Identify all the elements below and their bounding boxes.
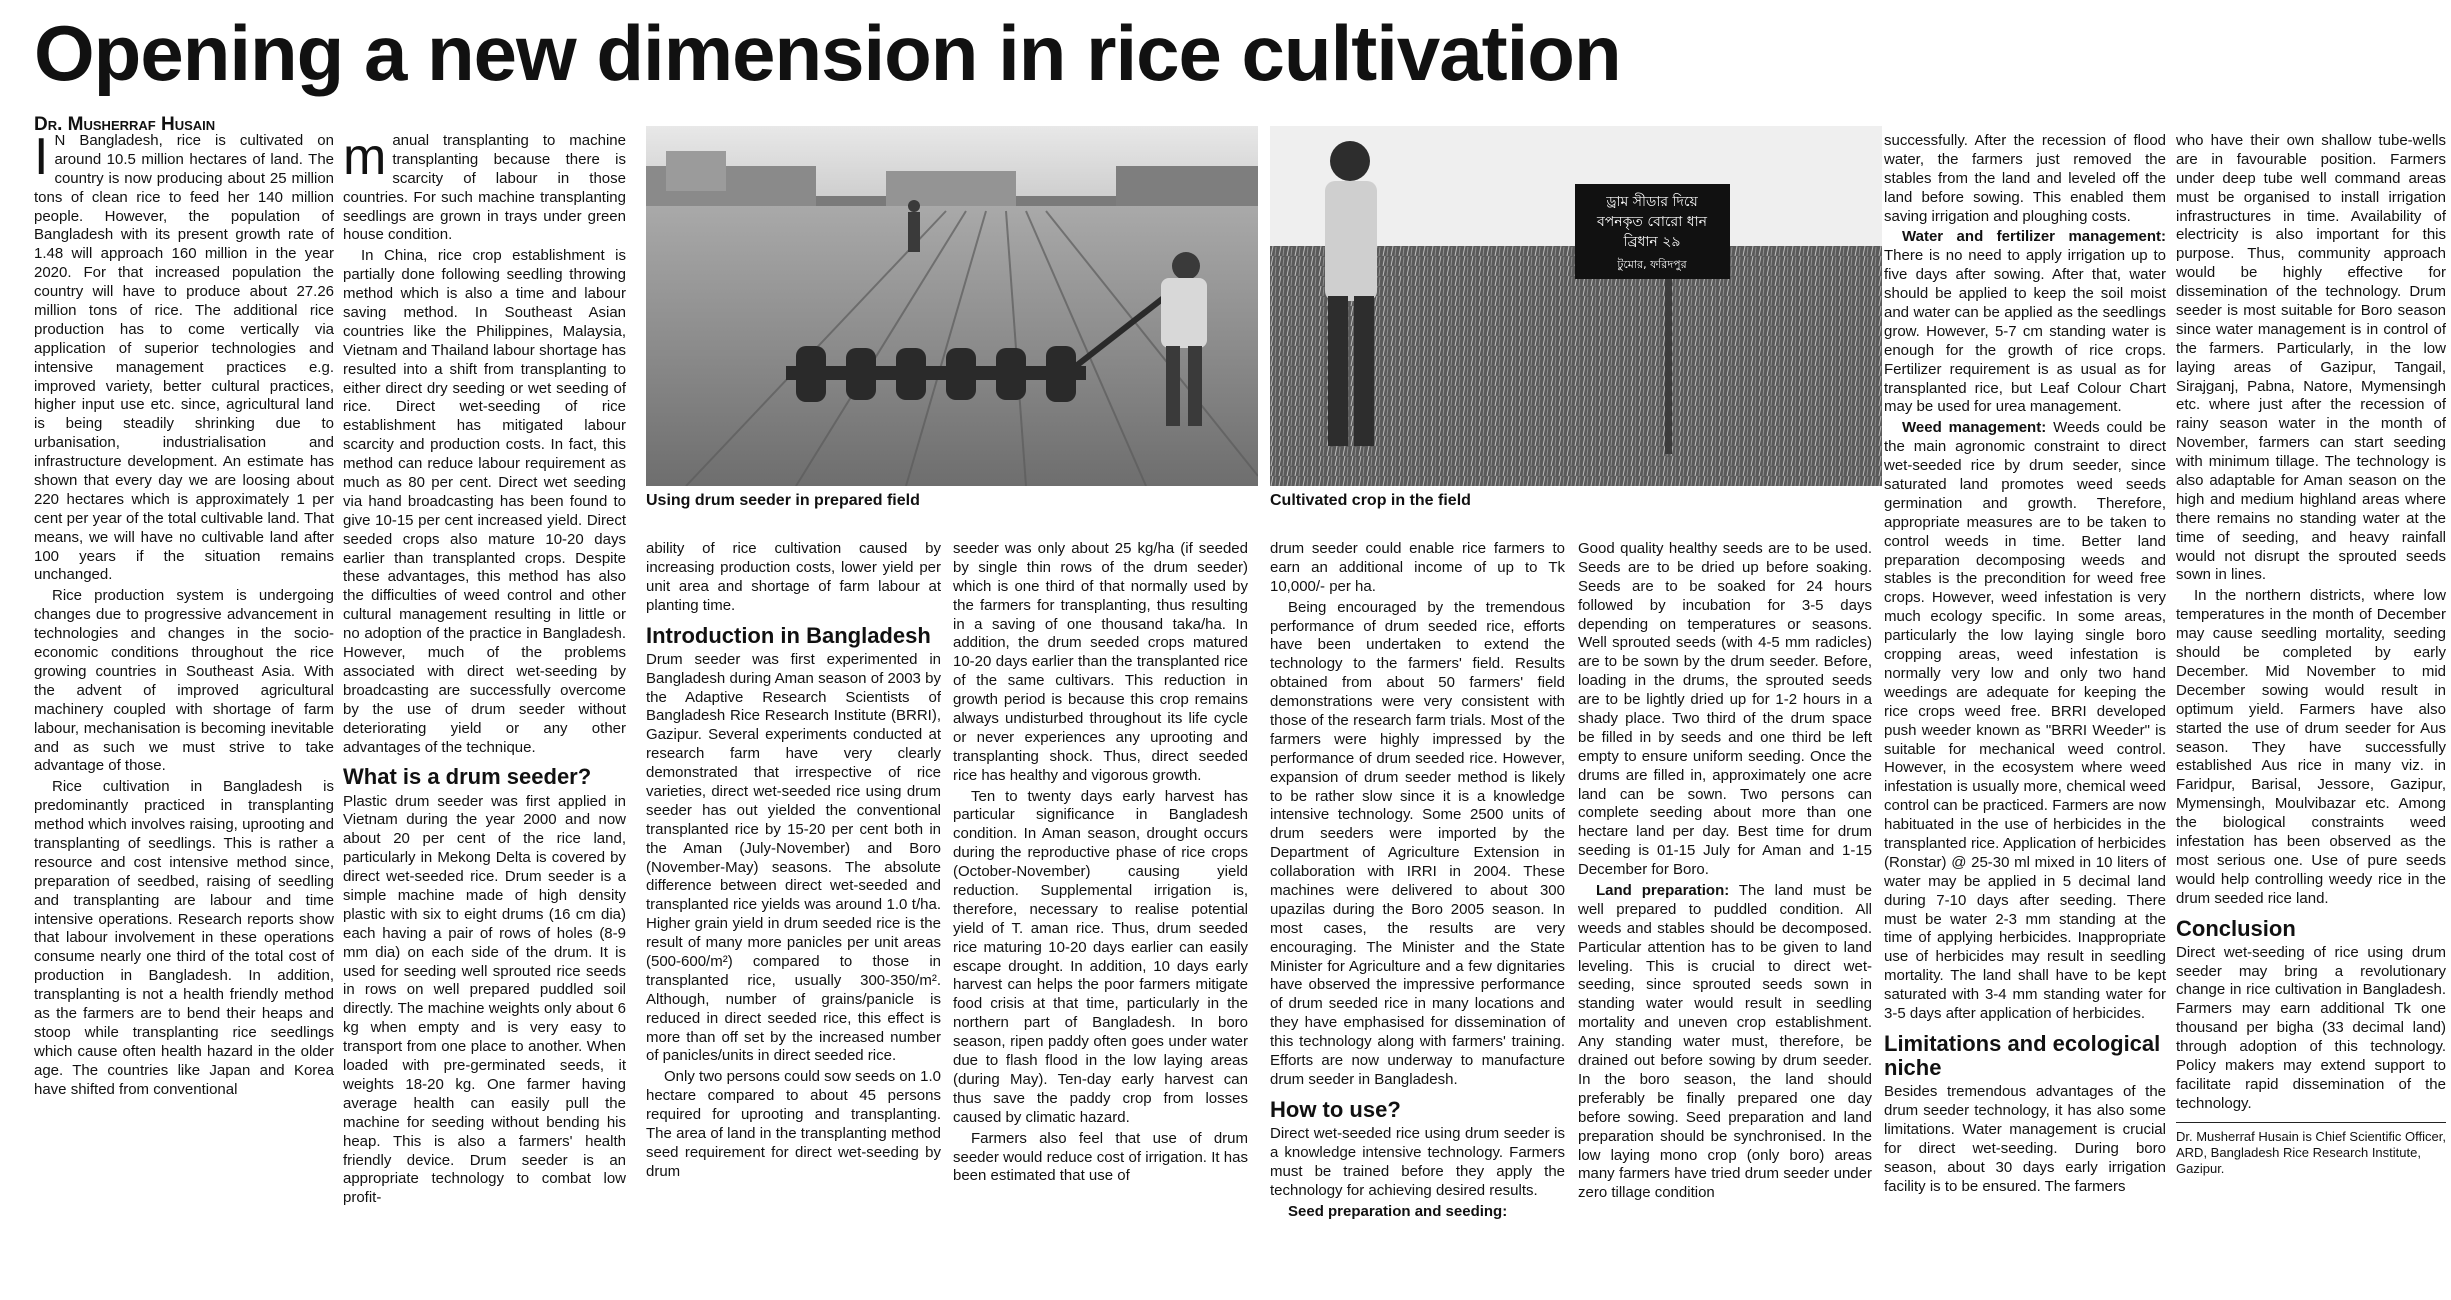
section-heading: Limitations and ecological niche	[1884, 1030, 2161, 1081]
byline: Dr. Musherraf Husain	[34, 114, 216, 135]
paragraph: Besides tremendous advantages of the drum seeder technology, it has also some limitations. Water management is crucial for direct wet-seeding. During boro season, about 30 days early irrigation facility is to be ensured. The farmers	[1884, 1083, 2166, 1195]
paragraph: Rice production system is undergoing changes due to progressive advancement in technologies and changes in the socio-economic conditions throughout the rice growing countries in Southeast Asia. With the advent of improved agricultural machinery coupled with shortage of farm labour, mechanisation is becoming inevitable and as such we must strive to take advantage of those.	[34, 587, 334, 775]
paragraph: In the northern districts, where low temperatures in the month of December may cause seedling mortality, seeding should be completed by early December. Mid November to mid December sowing would result in optimum yield. Farmers have also started the use of drum seeder for Aus season. They have successfully established Aus rice in many viz. in Faridpur, Barisal, Jessore, Gazipur, Mymensingh, Moulvibazar etc. Among the biological constraints weed infestation has been observed as the most serious one. Use of pure seeds would help controlling weedy rice in the drum seeded rice land.	[2176, 587, 2446, 907]
photo-drum-seeder-field	[646, 126, 1258, 486]
paragraph: manual transplanting to machine transplanting because there is scarcity of labour in those countries. For such machine transplanting seedlings are grown in trays under green house condition.	[343, 132, 626, 244]
paragraph: successfully. After the recession of flood water, the farmers just removed the stables from the land and leveled off the land before sowing. This enabled them saving irrigation and ploughing costs.	[1884, 132, 2166, 225]
section-heading: Introduction in Bangladesh	[646, 622, 931, 648]
sign-line: ড্রাম সীডার দিয়ে	[1606, 194, 1698, 210]
article-column-8	[2176, 132, 2446, 1292]
section-heading: How to use?	[1270, 1096, 1401, 1122]
paragraph: There is no need to apply irrigation up to five days after sowing. After that, water should be applied to keep the soil moist and water can be applied as the seedlings grow. However, 5-7 cm standing water is enough for the growth of rice crops. Fertilizer requirement is as usual as for transplanted rice, but Leaf Colour Chart may be used for urea management.	[1884, 247, 2166, 416]
run-in-heading: Water and fertilizer management:	[1902, 228, 2166, 246]
paragraph: Ten to twenty days early harvest has particular significance in Bangladesh condition. In Aman season, drought occurs during the reproductive phase of rice crops (October-November) causing yield reduction. Supplemental irrigation is, therefore, necessary to realise potential yield of T. aman rice. Thus, drum seeded rice maturing 10-20 days earlier can easily escape drought. In addition, 10 days early harvest can helps the poor farmers mitigate food crisis at that time, particularly in the northern part of Bangladesh. In boro season, ripen paddy often goes under water due to flash flood in the low laying areas (during May). Ten-day early harvest can thus save the paddy crop from losses caused by climatic hazard.	[953, 787, 1248, 1126]
paragraph: seeder was only about 25 kg/ha (if seeded by single thin rows of the drum seeder) which is one third of that normally used by the farmers for transplanting, thus resulting in a saving of one thousand taka/ha. In addition, the drum seeded crops matured 10-20 days earlier than the transplanted rice of the same cultivars. This reduction in growth period is because this crop remains always undisturbed throughout its life cycle or never experiences any uprooting and transplanting shock. Thus, direct seeded rice has healthy and vigorous growth.	[953, 540, 1248, 784]
paragraph: Direct wet-seeding of rice using drum seeder may bring a revolutionary change in rice cultivation in Bangladesh. Farmers may earn additional Tk one thousand per bigha (33 decimal land) through adoption of this technology. Policy makers may extend support to facilitate rapid dissemination of the technology.	[2176, 943, 2446, 1112]
headline: Opening a new dimension in rice cultivation	[34, 9, 1621, 97]
sign-line: ব্রিধান ২৯	[1623, 234, 1681, 250]
paragraph: Direct wet-seeded rice using drum seeder is a knowledge intensive technology. Farmers must be trained before they apply the technology for achieving desired results.	[1270, 1125, 1565, 1199]
paragraph: Good quality healthy seeds are to be used. Seeds are to be dried up before soaking. Seeds are to be soaked for 24 hours followed by incubation for 3-5 days depending on temperatures or seasons. Well sprouted seeds (with 4-5 mm radicles) are to be sown by the drum seeder. Before, loading in the drums, the sprouted seeds are to be lightly dried up for 1-2 hours in a shady place. Two third of the drum space be filled in by seeds and one third be left empty to ensure uniform seeding. Once the drums are filled in, approximately one acre land can be sown. Two persons can complete seeding about more than one hectare land per day. Best time for drum seeding is 01-15 July for Aman and 1-15 December for Boro.	[1578, 540, 1872, 879]
paragraph: The land must be well prepared to puddled condition. All weeds and stables should be decomposed. Particular attention has to be given to land leveling. This is crucial to direct wet-seeding, since sprouted seeds sown in standing water would result in seedling mortality and uneven crop establishment. Any standing water must, therefore, be drained out before sowing by drum seeder. In the boro season, the land should preferably be finally prepared one day before sowing. Seed preparation and land preparation should be synchronised. In the low laying mono crop (only boro) areas many farmers have tried drum seeder under zero tillage condition	[1578, 882, 1872, 1202]
photo-cultivated-crop	[1270, 126, 1882, 486]
paragraph: who have their own shallow tube-wells are in favourable position. Farmers under deep tube well command areas must be organised to install irrigation infrastructures in time. Availability of electricity is also important for this purpose. Thus, community approach would be highly effective for dissemination of the technology. Drum seeder is most suitable for Boro season since water management is in control of the farmers. Particularly, in the low laying areas of Gazipur, Tangail, Sirajganj, Pabna, Natore, Mymensingh etc. where just after the recession of rainy season water in the month of November, farmers can start seeding with minimum tillage. The technology is also adaptable for Aman season on the high and medium highland areas where there remains no standing water at the time of seeding, and heavy rainfall would not disrupt the sprouted seeds sown in lines.	[2176, 132, 2446, 584]
author-footnote: Dr. Musherraf Husain is Chief Scientific Officer, ARD, Bangladesh Rice Research Institute, Gazipur.	[2176, 1122, 2446, 1178]
paragraph: In China, rice crop establishment is partially done following seedling throwing method which is also a time and labour saving method. In Southeast Asian countries like the Philippines, Malaysia, Vietnam and Thailand labour shortage has resulted into a shift from transplanting to either direct dry seeding or wet seeding of rice. Direct wet-seeding of rice establishment has mitigated labour scarcity and production costs. In fact, this method can reduce labour requirement as much as 80 per cent. Direct wet seeding via hand broadcasting has been found to give 10-15 per cent increased yield. Direct seeded crops also mature 10-20 days earlier than transplanted crops. Despite these advantages, this method has also the difficulties of weed control and other cultural management resulting in little or no adoption of the practice in Bangladesh. However, much of the problems associated with direct wet-seeding by broadcasting are successfully overcome by the use of drum seeder without deteriorating yield or any other advantages of the technique.	[343, 247, 626, 756]
article-column-5	[1270, 540, 1565, 1292]
photo-crop-image	[1270, 126, 1882, 486]
paragraph: Only two persons could sow seeds on 1.0 hectare compared to about 45 persons required for uprooting and transplanting. The area of land in the transplanting method seed requirement for direct wet-seeding by drum	[646, 1068, 941, 1180]
article-column-2	[343, 132, 626, 1292]
photo-caption-left: Using drum seeder in prepared field	[646, 492, 920, 509]
run-in-heading: Seed preparation and seeding:	[1288, 1202, 1508, 1220]
section-heading: Conclusion	[2176, 915, 2296, 941]
sign-line: টুমোর, ফরিদপুর	[1617, 258, 1687, 271]
paragraph: IN Bangladesh, rice is cultivated on around 10.5 million hectares of land. The country is now producing about 25 million tons of clean rice to feed her 140 million people. However, the population of Bangladesh with its present growth rate of 1.48 will approach 160 million in the year 2020. For that increased population the country will have to produce about 27.26 million tons of rice. The additional rice production has to come vertically via application of superior technologies and intensive management practices e.g. improved variety, better cultural practices, higher input use etc. since, agricultural land is being steadily shrinking due to urbanisation, industrialisation and infrastructure development. An estimate has shown that every day we are loosing about 220 hectares which is approximately 1 per cent per year of the total cultivable land. That means, we will have no cultivable land after 100 years if the situation remains unchanged.	[34, 132, 334, 584]
article-column-1	[34, 132, 334, 1292]
paragraph: Rice cultivation in Bangladesh is predominantly practiced in transplanting method which involves raising, uprooting and transplanting of seedlings. This is rather a resource and cost intensive method since, preparation of seedbed, raising of seedling and transplanting are labour and time intensive operations. Research reports show that labour involvement in these operations consume nearly one third of the total cost of production in Bangladesh. In addition, transplanting is not a health friendly method as the farmers are to bend their heaps and stoop while transplanting rice seedlings which cause often health hazard in the older age. The countries like Japan and Korea have shifted from conventional	[34, 778, 334, 1098]
paragraph: Farmers also feel that use of drum seeder would reduce cost of irrigation. It has been estimated that use of	[953, 1129, 1248, 1185]
section-heading: What is a drum seeder?	[343, 764, 592, 790]
article-column-4	[953, 540, 1248, 1292]
paragraph: Weeds could be the main agronomic constraint to direct wet-seeded rice by drum seeder, since saturated land promotes weed seeds germination and growth. Therefore, appropriate measures are to be taken to control weeds in time. Better land preparation decomposing weeds and stables is the precondition for weed free crops. However, weed infestation is very much ecology specific. In some areas, particularly the low laying single boro cropping areas, weed infestation is normally very low and only two hand weedings are adequate for keeping the rice crops weed free. BRRI developed push weeder known as "BRRI Weeder" is suitable for mechanical weed control. However, in the ecosystem where weed infestation is usually more, chemical weed control can be practiced. Farmers are now habituated in the use of herbicides in the transplanted rice. Application of herbicides (Ronstar) @ 25-30 ml mixed in 10 liters of water may be applied in 5 decimal land during 7-10 days after seeding. There must be water 2-3 mm standing at the time of applying herbicides. Inappropriate use of herbicides may result in seedling mortality. The land shall have to be kept saturated with 3-4 mm standing water for 3-5 days after application of herbicides.	[1884, 419, 2166, 1022]
article-column-6	[1578, 540, 1872, 1292]
article-column-3	[646, 540, 941, 1292]
photo-caption-right: Cultivated crop in the field	[1270, 492, 1471, 509]
paragraph: Plastic drum seeder was first applied in Vietnam during the year 2000 and now about 20 per cent of the rice land, particularly in Mekong Delta is covered by direct wet-seeded rice. Drum seeder is a simple machine made of high density plastic with six to eight drums (16 cm dia) each having a pair of rows of holes (8-9 mm dia) on each side of the drum. It is used for seeding well sprouted rice seeds in rows on well prepared puddled soil directly. The machine weights only about 6 kg when empty and is very easy to transport from one place to another. When loaded with pre-germinated seeds, it weights 18-20 kg. One farmer having average health can easily pull the machine for seeding without bending his heap. This is also a farmers' health friendly device. Drum seeder is an appropriate technology to combat low profit-	[343, 792, 626, 1207]
paragraph: Drum seeder was first experimented in Bangladesh during Aman season of 2003 by the Adaptive Research Scientists of Bangladesh Rice Research Institute (BRRI), Gazipur. Several experiments conducted at research farm have very clearly demonstrated that irrespective of rice varieties, direct wet-seeded rice using drum seeder has out yielded the conventional transplanted rice by 15-20 per cent both in the Aman (July-November) and Boro (November-May) seasons. The absolute difference between direct wet-seeded and transplanted rice yields was around 1.0 t/ha. Higher grain yield in drum seeded rice is the result of many more panicles per unit areas (500-600/m²) compared to those in transplanted rice, usually 300-350/m². Although, number of grains/panicle is reduced in direct seeded rice, this effect is more than off set by the increased number of panicles/units in direct seeded rice.	[646, 650, 941, 1065]
run-in-heading: Weed management:	[1902, 419, 2047, 437]
sign-line: বপনকৃত বোরো ধান	[1596, 214, 1708, 230]
paragraph: Being encouraged by the tremendous performance of drum seeded rice, efforts have been undertaken to extend the technology to the farmers' field. Results obtained from about 50 farmers' field demonstrations were very consistent with those of the research farm trials. Most of the farmers were highly impressed by the performance of drum seeded rice. However, expansion of drum seeder method is likely to be rather slow since it is a knowledge intensive technology. Some 2500 units of drum seeders were imported by the Department of Agriculture Extension in collaboration with IRRI in 2004. These machines were delivered to about 300 upazilas during the Boro 2005 season. In most cases, the results are very encouraging. The Minister and the State Minister for Agriculture and a few dignitaries have observed the impressive performance of drum seeded rice in many locations and they have emphasised for dissemination of this technology along with farmers' training. Efforts are now underway to manufacture drum seeder in Bangladesh.	[1270, 598, 1565, 1088]
paragraph: ability of rice cultivation caused by increasing production costs, lower yield per unit area and shortage of farm labour at planting time.	[646, 540, 941, 614]
photo-drum-seeder-image	[646, 126, 1258, 486]
article-column-7	[1884, 132, 2166, 1292]
paragraph: drum seeder could enable rice farmers to earn an additional income of up to Tk 10,000/- per ha.	[1270, 540, 1565, 595]
run-in-heading: Land preparation:	[1596, 882, 1730, 900]
